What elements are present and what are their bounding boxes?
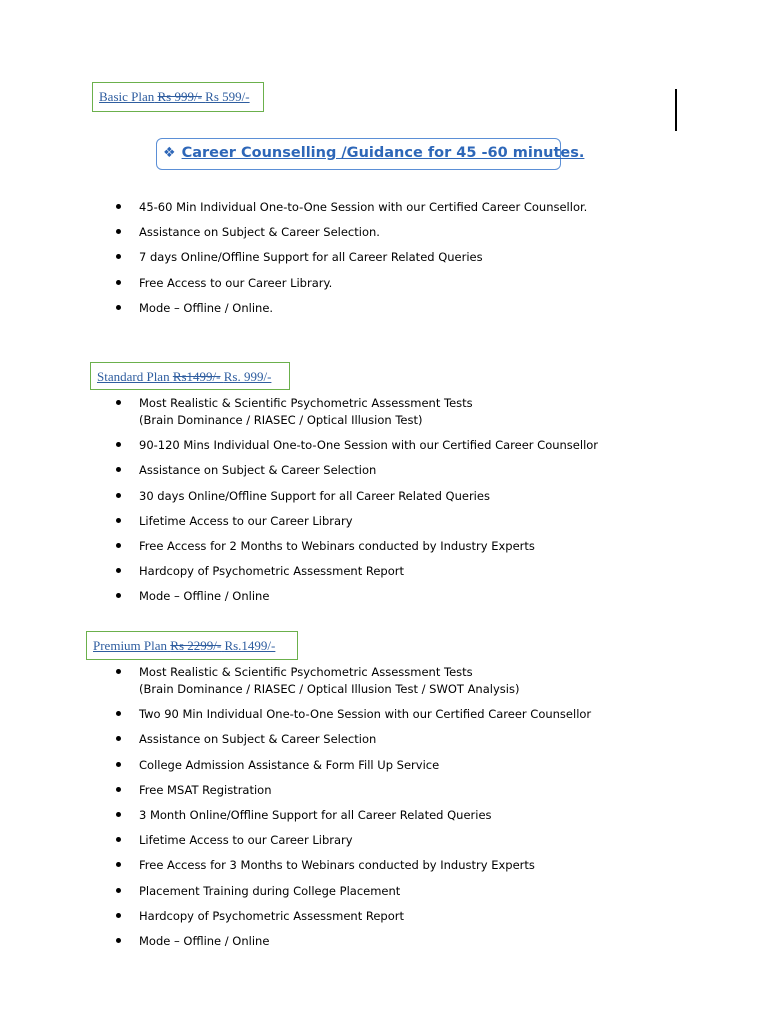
- list-item: 30 days Online/Offline Support for all Career Related Queries: [113, 488, 598, 505]
- heading-text: Career Counselling /Guidance for 45 -60 minutes.: [181, 145, 585, 161]
- list-item: Free Access to our Career Library.: [113, 275, 587, 292]
- bullet-icon: [116, 762, 121, 767]
- bullet-icon: [116, 280, 121, 285]
- list-item: Free Access for 3 Months to Webinars conducted by Industry Experts: [113, 857, 591, 874]
- list-item: 3 Month Online/Offline Support for all Career Related Queries: [113, 807, 591, 824]
- plan-name: Premium Plan: [93, 638, 168, 653]
- list-item: Assistance on Subject & Career Selection.: [113, 224, 587, 241]
- list-item: Mode – Offline / Online: [113, 588, 598, 605]
- premium-plan-features: [113, 664, 591, 958]
- premium-plan-title: [86, 631, 298, 660]
- list-item: 90-120 Mins Individual One-to-One Session with our Certified Career Counsellor: [113, 437, 598, 454]
- list-item: Free MSAT Registration: [113, 782, 591, 799]
- bullet-icon: [116, 204, 121, 209]
- bullet-icon: [116, 400, 121, 405]
- standard-plan-title: [90, 362, 290, 390]
- list-item: Free Access for 2 Months to Webinars conducted by Industry Experts: [113, 538, 598, 555]
- old-price: Rs1499/-: [172, 369, 221, 384]
- list-item: College Admission Assistance & Form Fill Up Service: [113, 757, 591, 774]
- list-item: Two 90 Min Individual One-to-One Session with our Certified Career Counsellor: [113, 706, 591, 723]
- list-item: Lifetime Access to our Career Library: [113, 513, 598, 530]
- bullet-icon: [116, 787, 121, 792]
- bullet-icon: [116, 254, 121, 259]
- list-item: Lifetime Access to our Career Library: [113, 832, 591, 849]
- basic-plan-features: [113, 199, 587, 325]
- bullet-icon: [116, 518, 121, 523]
- basic-plan-heading: [156, 138, 585, 170]
- bullet-icon: [116, 305, 121, 310]
- bullet-icon: [116, 467, 121, 472]
- bullet-icon: [116, 593, 121, 598]
- bullet-icon: [116, 442, 121, 447]
- list-item: Mode – Offline / Online.: [113, 300, 587, 317]
- text-cursor: [675, 89, 677, 131]
- bullet-icon: [116, 837, 121, 842]
- bullet-icon: [116, 913, 121, 918]
- plan-name: Standard Plan: [97, 369, 170, 384]
- new-price: Rs. 999/-: [223, 369, 272, 384]
- old-price: Rs 2299/-: [170, 638, 222, 653]
- bullet-icon: [116, 669, 121, 674]
- diamond-bullet-icon: ❖: [163, 145, 176, 161]
- standard-plan-features: [113, 395, 598, 614]
- list-item: Most Realistic & Scientific Psychometric Assessment Tests (Brain Dominance / RIASEC / Optical Illusion Test): [113, 395, 598, 429]
- basic-plan-title: [92, 82, 264, 112]
- bullet-icon: [116, 543, 121, 548]
- list-item: Assistance on Subject & Career Selection: [113, 462, 598, 479]
- list-item: Hardcopy of Psychometric Assessment Report: [113, 908, 591, 925]
- old-price: Rs 999/-: [157, 89, 202, 104]
- bullet-icon: [116, 862, 121, 867]
- list-item: Placement Training during College Placement: [113, 883, 591, 900]
- bullet-icon: [116, 938, 121, 943]
- list-item: 7 days Online/Offline Support for all Career Related Queries: [113, 249, 587, 266]
- list-item: 45-60 Min Individual One-to-One Session with our Certified Career Counsellor.: [113, 199, 587, 216]
- bullet-icon: [116, 493, 121, 498]
- bullet-icon: [116, 736, 121, 741]
- list-item: Hardcopy of Psychometric Assessment Report: [113, 563, 598, 580]
- new-price: Rs 599/-: [205, 89, 250, 104]
- bullet-icon: [116, 568, 121, 573]
- plan-name: Basic Plan: [99, 89, 155, 104]
- bullet-icon: [116, 229, 121, 234]
- new-price: Rs.1499/-: [224, 638, 276, 653]
- list-item: Most Realistic & Scientific Psychometric Assessment Tests (Brain Dominance / RIASEC / Optical Illusion Test / SWOT Analysis): [113, 664, 591, 698]
- list-item: Mode – Offline / Online: [113, 933, 591, 950]
- bullet-icon: [116, 888, 121, 893]
- list-item: Assistance on Subject & Career Selection: [113, 731, 591, 748]
- bullet-icon: [116, 812, 121, 817]
- bullet-icon: [116, 711, 121, 716]
